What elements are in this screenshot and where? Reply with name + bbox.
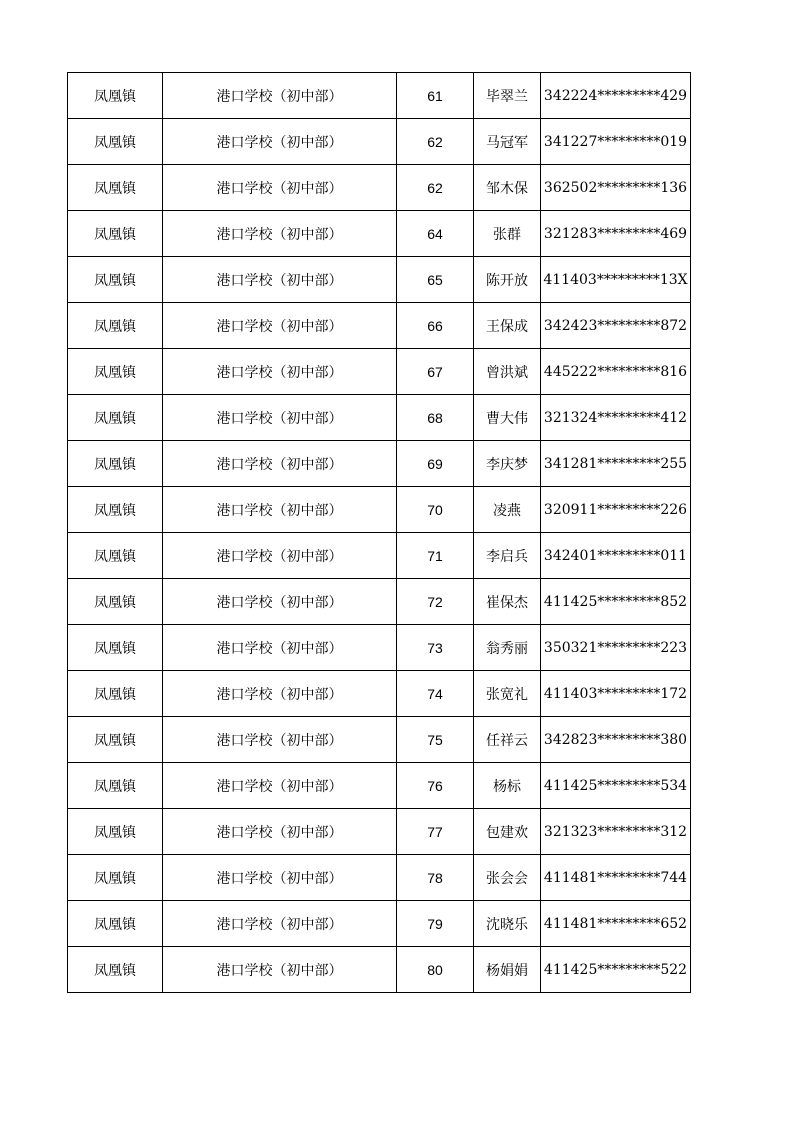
number-cell: 77 <box>397 809 474 855</box>
name-cell: 曾洪斌 <box>474 349 541 395</box>
number-cell: 70 <box>397 487 474 533</box>
school-cell: 港口学校（初中部） <box>163 211 397 257</box>
id-number-cell: 342823*********380 <box>541 717 691 763</box>
id-number-cell: 320911*********226 <box>541 487 691 533</box>
name-cell: 李庆梦 <box>474 441 541 487</box>
name-cell: 任祥云 <box>474 717 541 763</box>
table-row <box>68 947 691 993</box>
school-cell: 港口学校（初中部） <box>163 441 397 487</box>
name-cell: 杨娟娟 <box>474 947 541 993</box>
number-cell: 72 <box>397 579 474 625</box>
id-number-cell: 411481*********652 <box>541 901 691 947</box>
name-cell: 沈晓乐 <box>474 901 541 947</box>
number-cell: 73 <box>397 625 474 671</box>
town-cell: 凤凰镇 <box>68 717 163 763</box>
name-cell: 马冠军 <box>474 119 541 165</box>
id-number-cell: 321324*********412 <box>541 395 691 441</box>
town-cell: 凤凰镇 <box>68 947 163 993</box>
name-cell: 包建欢 <box>474 809 541 855</box>
town-cell: 凤凰镇 <box>68 809 163 855</box>
school-cell: 港口学校（初中部） <box>163 717 397 763</box>
table-row <box>68 211 691 257</box>
table-row <box>68 441 691 487</box>
town-cell: 凤凰镇 <box>68 763 163 809</box>
name-cell: 邹木保 <box>474 165 541 211</box>
town-cell: 凤凰镇 <box>68 257 163 303</box>
number-cell: 75 <box>397 717 474 763</box>
id-number-cell: 445222*********816 <box>541 349 691 395</box>
school-cell: 港口学校（初中部） <box>163 257 397 303</box>
school-cell: 港口学校（初中部） <box>163 395 397 441</box>
number-cell: 62 <box>397 165 474 211</box>
number-cell: 65 <box>397 257 474 303</box>
number-cell: 62 <box>397 119 474 165</box>
number-cell: 76 <box>397 763 474 809</box>
town-cell: 凤凰镇 <box>68 349 163 395</box>
id-number-cell: 362502*********136 <box>541 165 691 211</box>
id-number-cell: 411425*********522 <box>541 947 691 993</box>
table-row <box>68 257 691 303</box>
id-number-cell: 411403*********13X <box>541 257 691 303</box>
name-cell: 陈开放 <box>474 257 541 303</box>
school-cell: 港口学校（初中部） <box>163 579 397 625</box>
number-cell: 79 <box>397 901 474 947</box>
school-cell: 港口学校（初中部） <box>163 73 397 119</box>
table-row <box>68 73 691 119</box>
town-cell: 凤凰镇 <box>68 165 163 211</box>
town-cell: 凤凰镇 <box>68 73 163 119</box>
name-cell: 崔保杰 <box>474 579 541 625</box>
table-row <box>68 119 691 165</box>
name-cell: 毕翠兰 <box>474 73 541 119</box>
table-row <box>68 855 691 901</box>
name-cell: 王保成 <box>474 303 541 349</box>
school-cell: 港口学校（初中部） <box>163 947 397 993</box>
table-row <box>68 487 691 533</box>
town-cell: 凤凰镇 <box>68 901 163 947</box>
school-cell: 港口学校（初中部） <box>163 763 397 809</box>
id-number-cell: 411425*********534 <box>541 763 691 809</box>
number-cell: 80 <box>397 947 474 993</box>
number-cell: 74 <box>397 671 474 717</box>
table-row <box>68 809 691 855</box>
table-row <box>68 395 691 441</box>
id-number-cell: 342423*********872 <box>541 303 691 349</box>
school-cell: 港口学校（初中部） <box>163 119 397 165</box>
table-row <box>68 901 691 947</box>
table-row <box>68 165 691 211</box>
table-row <box>68 717 691 763</box>
school-cell: 港口学校（初中部） <box>163 533 397 579</box>
table-row <box>68 303 691 349</box>
table-row <box>68 579 691 625</box>
town-cell: 凤凰镇 <box>68 395 163 441</box>
roster-body <box>68 73 691 993</box>
school-cell: 港口学校（初中部） <box>163 625 397 671</box>
number-cell: 61 <box>397 73 474 119</box>
id-number-cell: 350321*********223 <box>541 625 691 671</box>
town-cell: 凤凰镇 <box>68 441 163 487</box>
town-cell: 凤凰镇 <box>68 303 163 349</box>
name-cell: 杨标 <box>474 763 541 809</box>
town-cell: 凤凰镇 <box>68 211 163 257</box>
table-row <box>68 625 691 671</box>
name-cell: 凌燕 <box>474 487 541 533</box>
name-cell: 张宽礼 <box>474 671 541 717</box>
number-cell: 66 <box>397 303 474 349</box>
id-number-cell: 321323*********312 <box>541 809 691 855</box>
town-cell: 凤凰镇 <box>68 625 163 671</box>
school-cell: 港口学校（初中部） <box>163 165 397 211</box>
name-cell: 曹大伟 <box>474 395 541 441</box>
name-cell: 张会会 <box>474 855 541 901</box>
name-cell: 张群 <box>474 211 541 257</box>
school-cell: 港口学校（初中部） <box>163 671 397 717</box>
school-cell: 港口学校（初中部） <box>163 901 397 947</box>
town-cell: 凤凰镇 <box>68 671 163 717</box>
number-cell: 71 <box>397 533 474 579</box>
name-cell: 李启兵 <box>474 533 541 579</box>
id-number-cell: 411481*********744 <box>541 855 691 901</box>
id-number-cell: 411425*********852 <box>541 579 691 625</box>
number-cell: 64 <box>397 211 474 257</box>
town-cell: 凤凰镇 <box>68 855 163 901</box>
table-row <box>68 533 691 579</box>
id-number-cell: 342224*********429 <box>541 73 691 119</box>
school-cell: 港口学校（初中部） <box>163 855 397 901</box>
town-cell: 凤凰镇 <box>68 119 163 165</box>
town-cell: 凤凰镇 <box>68 533 163 579</box>
town-cell: 凤凰镇 <box>68 487 163 533</box>
id-number-cell: 321283*********469 <box>541 211 691 257</box>
id-number-cell: 341281*********255 <box>541 441 691 487</box>
roster-table <box>67 72 691 993</box>
id-number-cell: 342401*********011 <box>541 533 691 579</box>
school-cell: 港口学校（初中部） <box>163 809 397 855</box>
table-row <box>68 763 691 809</box>
id-number-cell: 341227*********019 <box>541 119 691 165</box>
number-cell: 68 <box>397 395 474 441</box>
table-row <box>68 349 691 395</box>
number-cell: 67 <box>397 349 474 395</box>
table-row <box>68 671 691 717</box>
number-cell: 69 <box>397 441 474 487</box>
school-cell: 港口学校（初中部） <box>163 303 397 349</box>
town-cell: 凤凰镇 <box>68 579 163 625</box>
number-cell: 78 <box>397 855 474 901</box>
school-cell: 港口学校（初中部） <box>163 487 397 533</box>
name-cell: 翁秀丽 <box>474 625 541 671</box>
school-cell: 港口学校（初中部） <box>163 349 397 395</box>
id-number-cell: 411403*********172 <box>541 671 691 717</box>
